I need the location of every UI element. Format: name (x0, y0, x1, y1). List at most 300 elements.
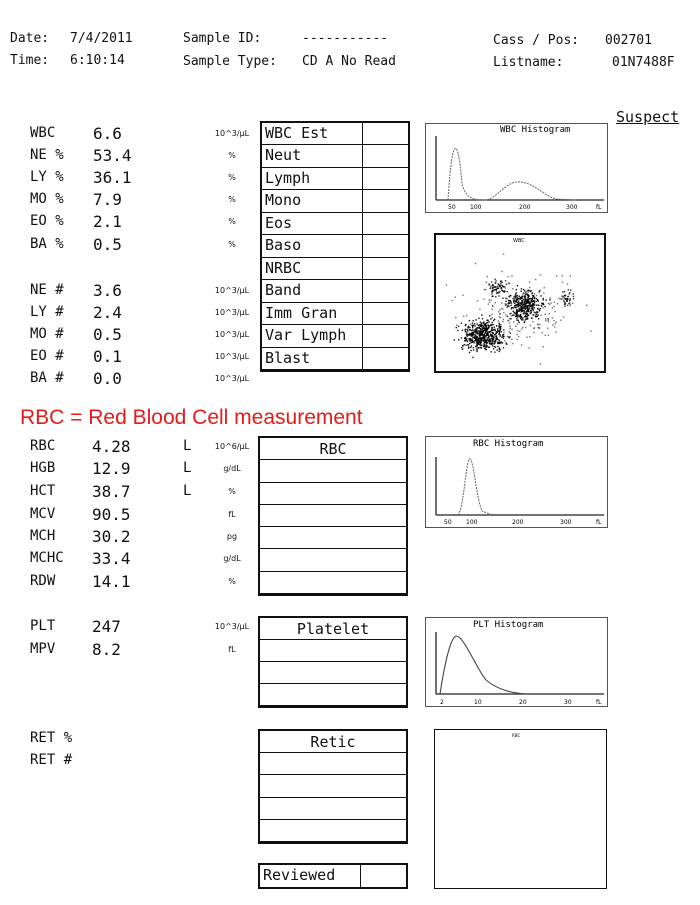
scatter-dot (525, 303, 526, 304)
scatter-dot (502, 308, 503, 309)
scatter-dot (543, 292, 544, 293)
scatter-dot (536, 316, 537, 317)
scatter-dot (466, 331, 467, 332)
scatter-dot (491, 351, 492, 352)
scatter-dot (497, 346, 498, 347)
scatter-dot (471, 330, 472, 331)
param-label: LY # (30, 304, 64, 320)
wbc-flag-row (262, 258, 408, 280)
scatter-dot (466, 333, 467, 334)
scatter-dot (499, 343, 500, 344)
scatter-dot (492, 285, 493, 286)
wbc-hist-curve (448, 148, 576, 200)
scatter-dot (497, 288, 498, 289)
scatter-dot (499, 291, 500, 292)
scatter-dot (534, 301, 535, 302)
scatter-dot (488, 327, 489, 328)
scatter-dot (481, 335, 482, 336)
cass-value: 002701 (605, 33, 652, 48)
scatter-dot (481, 347, 482, 348)
scatter-dot (472, 342, 473, 343)
scatter-dot (516, 300, 517, 301)
wbc-flag-row (262, 123, 408, 145)
scatter-dot (497, 349, 498, 350)
scatter-dot (489, 331, 490, 332)
scatter-dot (469, 320, 470, 321)
param-label: NE # (30, 282, 64, 298)
scatter-dot (477, 300, 478, 301)
scatter-dot (518, 336, 519, 337)
scatter-dot (461, 337, 462, 338)
scatter-dot (462, 330, 463, 331)
plt-hist-tick: 2 (440, 699, 444, 706)
scatter-dot (473, 347, 474, 348)
rbc-hist-tick: 300 (560, 519, 572, 526)
scatter-dot (517, 306, 518, 307)
scatter-dot (472, 322, 473, 323)
scatter-dot (502, 321, 503, 322)
scatter-dot (516, 309, 517, 310)
param-label: RET % (30, 730, 73, 746)
scatter-dot (472, 357, 473, 358)
scatter-dot (486, 282, 487, 283)
scatter-dot (516, 312, 517, 313)
scatter-dot (564, 297, 565, 298)
scatter-dot (499, 340, 500, 341)
scatter-dot (525, 294, 526, 295)
scatter-dot (464, 344, 465, 345)
scatter-dot (564, 295, 565, 296)
scatter-dot (531, 312, 532, 313)
scatter-dot (483, 322, 484, 323)
scatter-dot (497, 292, 498, 293)
scatter-dot (522, 301, 523, 302)
param-value: 0.5 (93, 325, 122, 344)
wbc-hist-tick: 50 (448, 204, 456, 211)
param-label: MO # (30, 326, 64, 342)
scatter-dot (464, 340, 465, 341)
scatter-dot (470, 347, 471, 348)
scatter-dot (494, 329, 495, 330)
scatter-dot (455, 297, 456, 298)
reviewed-box (258, 863, 408, 889)
scatter-dot (505, 314, 506, 315)
scatter-dot (497, 286, 498, 287)
scatter-dot (474, 338, 475, 339)
date-value: 7/4/2011 (70, 31, 133, 46)
scatter-dot (511, 313, 512, 314)
scatter-dot (552, 324, 553, 325)
scatter-dot (509, 322, 510, 323)
scatter-dot (492, 288, 493, 289)
scatter-dot (488, 303, 489, 304)
scatter-dot (463, 316, 464, 317)
scatter-dot (536, 314, 537, 315)
scatter-dot (545, 318, 546, 319)
listname-label: Listname: (493, 55, 564, 70)
scatter-dot (480, 338, 481, 339)
scatter-dot (505, 301, 506, 302)
date-label: Date: (10, 31, 50, 46)
scatter-dot (509, 325, 510, 326)
param-label: EO % (30, 213, 64, 229)
scatter-dot (488, 325, 489, 326)
scatter-dot (514, 305, 515, 306)
scatter-dot (516, 292, 517, 293)
scatter-dot (529, 281, 530, 282)
wbc-flag-row (262, 280, 408, 302)
param-value: 33.4 (92, 549, 131, 568)
scatter-dot (522, 319, 523, 320)
scatter-dot (452, 300, 453, 301)
scatter-dot (474, 340, 475, 341)
scatter-dot (446, 284, 447, 285)
scatter-dot (528, 301, 529, 302)
suspect-flag: Suspect (616, 108, 680, 126)
scatter-dot (540, 295, 541, 296)
scatter-dot (475, 334, 476, 335)
scatter-dot (530, 310, 531, 311)
scatter-dot (484, 334, 485, 335)
rbc-histogram-plot (426, 437, 609, 529)
scatter-dot (475, 263, 476, 264)
scatter-dot (503, 334, 504, 335)
rbc-hist-tick: 100 (466, 519, 478, 526)
scatter-dot (525, 307, 526, 308)
scatter-dot (562, 275, 563, 276)
scatter-dot (498, 284, 499, 285)
scatter-dot (504, 286, 505, 287)
scatter-dot (527, 294, 528, 295)
scatter-dot (501, 331, 502, 332)
scatter-dot (569, 300, 570, 301)
param-value: 2.1 (93, 212, 122, 231)
param-value: 90.5 (92, 505, 131, 524)
scatter-dot (507, 336, 508, 337)
scatter-dot (476, 323, 477, 324)
scatter-dot (519, 307, 520, 308)
sample-type-value: CD A No Read (302, 54, 396, 69)
rbc-hist-tick: fL (596, 519, 602, 526)
scatter-dot (477, 330, 478, 331)
scatter-dot (474, 325, 475, 326)
sample-type-label: Sample Type: (183, 54, 277, 69)
scatter-dot (522, 327, 523, 328)
scatter-dot (543, 346, 544, 347)
scatter-dot (533, 314, 534, 315)
scatter-dot (456, 325, 457, 326)
scatter-dot (513, 302, 514, 303)
scatter-dot (487, 346, 488, 347)
wbc-flag-label: Blast (265, 348, 311, 367)
scatter-dot (479, 327, 480, 328)
wbc-scatterplot (434, 233, 606, 373)
scatter-dot (509, 331, 510, 332)
scatter-dot (492, 306, 493, 307)
scatter-dot (518, 314, 519, 315)
scatter-dot (468, 346, 469, 347)
scatter-dot (529, 336, 530, 337)
scatter-dot (476, 327, 477, 328)
scatter-dot (564, 306, 565, 307)
scatter-dot (564, 303, 565, 304)
scatter-dot (515, 307, 516, 308)
scatter-dot (470, 334, 471, 335)
scatter-dot (477, 332, 478, 333)
platelet-box-row (260, 684, 406, 706)
param-label: BA # (30, 370, 64, 386)
wbc-flag-row (262, 168, 408, 190)
wbc-flag-row (262, 348, 408, 370)
scatter-dot (507, 306, 508, 307)
scatter-dot (504, 340, 505, 341)
scatter-dot (461, 323, 462, 324)
scatter-dot (524, 322, 525, 323)
scatter-dot (501, 288, 502, 289)
scatter-dot (508, 306, 509, 307)
scatter-dot (531, 301, 532, 302)
param-value: 3.6 (93, 281, 122, 300)
scatter-dot (544, 287, 545, 288)
wbc-histogram-plot (426, 124, 609, 214)
scatter-dot (461, 347, 462, 348)
param-value: 0.0 (93, 369, 122, 388)
retic-box-row (260, 798, 406, 820)
scatter-dot (471, 338, 472, 339)
sample-id-value: ----------- (302, 31, 389, 46)
scatter-dot (530, 325, 531, 326)
scatter-dot (489, 302, 490, 303)
scatter-dot (516, 304, 517, 305)
param-label: MCH (30, 528, 56, 544)
scatter-dot (526, 308, 527, 309)
scatter-dot (468, 327, 469, 328)
scatter-dot (456, 327, 457, 328)
scatter-dot (488, 335, 489, 336)
reviewed-divider (360, 865, 361, 887)
scatter-dot (480, 331, 481, 332)
rbc-section-title: RBC = Red Blood Cell measurement (20, 406, 363, 429)
scatter-dot (525, 304, 526, 305)
scatter-dot (519, 296, 520, 297)
scatter-dot (485, 348, 486, 349)
scatter-dot (508, 300, 509, 301)
wbc-flag-row (262, 303, 408, 325)
scatter-dot (522, 307, 523, 308)
scatter-dot (494, 289, 495, 290)
scatter-dot (499, 336, 500, 337)
scatter-dot (468, 338, 469, 339)
scatter-dot (487, 320, 488, 321)
scatter-dot (562, 291, 563, 292)
param-value: 247 (92, 617, 121, 636)
param-label: MPV (30, 641, 56, 657)
scatter-dot (512, 288, 513, 289)
scatter-dot (492, 284, 493, 285)
scatter-dot (473, 349, 474, 350)
scatter-dot (512, 343, 513, 344)
plt-hist-tick: 10 (474, 699, 482, 706)
scatter-dot (470, 342, 471, 343)
scatter-dot (484, 328, 485, 329)
scatter-dot (526, 314, 527, 315)
rbc-box-row (260, 549, 406, 571)
scatter-dot (482, 331, 483, 332)
scatter-dot (501, 337, 502, 338)
scatter-dot (470, 339, 471, 340)
wbc-flag-label: WBC Est (265, 124, 329, 142)
scatter-dot (530, 305, 531, 306)
scatter-dot (586, 305, 587, 306)
scatter-dot (518, 305, 519, 306)
scatter-dot (495, 280, 496, 281)
scatter-dot (507, 276, 508, 277)
scatter-dot (510, 318, 511, 319)
scatter-dot (476, 329, 477, 330)
sample-id-label: Sample ID: (183, 31, 262, 46)
wbc-flag-label: Baso (265, 236, 302, 255)
scatter-dot (529, 311, 530, 312)
scatter-dot (497, 328, 498, 329)
scatter-dot (498, 311, 499, 312)
scatter-dot (516, 320, 517, 321)
plt-histogram (425, 617, 608, 707)
scatter-dot (528, 296, 529, 297)
scatter-dot (479, 347, 480, 348)
scatter-dot (495, 333, 496, 334)
scatter-dot (523, 299, 524, 300)
scatter-dot (490, 300, 491, 301)
scatter-dot (532, 301, 533, 302)
scatter-dot (474, 323, 475, 324)
scatter-dot (454, 339, 455, 340)
scatter-dot (564, 291, 565, 292)
scatter-dot (545, 335, 546, 336)
scatter-dot (482, 334, 483, 335)
wbc-histogram (425, 123, 608, 213)
scatter-dot (515, 326, 516, 327)
scatter-dot (473, 332, 474, 333)
wbc-flag-label: NRBC (265, 258, 302, 277)
scatter-dot (538, 318, 539, 319)
scatter-dot (499, 316, 500, 317)
scatter-dot (481, 323, 482, 324)
retic-plot-title: RBC (512, 733, 521, 738)
scatter-dot (569, 293, 570, 294)
scatter-dot (469, 352, 470, 353)
scatter-dot (477, 327, 478, 328)
scatter-dot (487, 342, 488, 343)
scatter-dot (534, 307, 535, 308)
scatter-dot (492, 345, 493, 346)
scatter-dot (519, 302, 520, 303)
scatter-dot (554, 326, 555, 327)
param-unit: 10^3/μL (214, 352, 250, 361)
scatter-dot (465, 337, 466, 338)
scatter-dot (539, 324, 540, 325)
scatter-dot (532, 308, 533, 309)
scatter-dot (556, 322, 557, 323)
scatter-dot (550, 302, 551, 303)
scatter-dot (510, 300, 511, 301)
reviewed-label: Reviewed (263, 866, 336, 884)
scatter-dot (491, 281, 492, 282)
scatter-dot (475, 329, 476, 330)
scatter-dot (519, 315, 520, 316)
scatter-dot (506, 284, 507, 285)
scatter-dot (475, 340, 476, 341)
scatter-dot (495, 330, 496, 331)
wbc-hist-tick: 300 (566, 204, 578, 211)
scatter-dot (481, 314, 482, 315)
scatter-dot (549, 304, 550, 305)
scatter-dot (542, 332, 543, 333)
scatter-dot (524, 299, 525, 300)
scatter-dot (473, 334, 474, 335)
scatter-dot (457, 330, 458, 331)
scatter-dot (497, 342, 498, 343)
scatter-dot (548, 335, 549, 336)
scatter-dot (515, 316, 516, 317)
scatter-dot (561, 298, 562, 299)
param-value: 8.2 (92, 640, 121, 659)
scatter-dot (458, 326, 459, 327)
scatter-dot (479, 309, 480, 310)
param-label: WBC (30, 125, 56, 141)
scatter-dot (526, 318, 527, 319)
scatter-dot (503, 338, 504, 339)
scatter-dot (500, 313, 501, 314)
scatter-dot (486, 334, 487, 335)
param-value: 30.2 (92, 527, 131, 546)
scatter-dot (498, 339, 499, 340)
scatter-dot (540, 315, 541, 316)
scatter-dot (510, 333, 511, 334)
scatter-dot (565, 298, 566, 299)
wbc-flag-label: Neut (265, 146, 302, 165)
scatter-dot (487, 276, 488, 277)
scatter-dot (560, 320, 561, 321)
scatter-dot (557, 303, 558, 304)
listname-value: 01N7488F (612, 55, 675, 70)
scatter-dot (492, 334, 493, 335)
retic-box (258, 729, 408, 844)
scatter-dot (511, 275, 512, 276)
scatter-dot (548, 303, 549, 304)
scatter-dot (549, 313, 550, 314)
scatter-dot (492, 314, 493, 315)
scatter-dot (543, 304, 544, 305)
scatter-dot (521, 319, 522, 320)
scatter-dot (513, 301, 514, 302)
scatter-dot (521, 307, 522, 308)
scatter-dot (590, 331, 591, 332)
scatter-dot (498, 320, 499, 321)
scatter-dot (552, 317, 553, 318)
scatter-dot (511, 307, 512, 308)
scatter-dot (513, 314, 514, 315)
scatter-dot (536, 295, 537, 296)
param-flag: L (183, 483, 192, 499)
scatter-dot (515, 294, 516, 295)
scatter-dot (534, 297, 535, 298)
scatter-dot (485, 332, 486, 333)
param-value: 53.4 (93, 146, 132, 165)
scatter-dot (534, 312, 535, 313)
wbc-flag-row (262, 235, 408, 257)
platelet-box-row (260, 640, 406, 662)
scatter-dot (521, 291, 522, 292)
